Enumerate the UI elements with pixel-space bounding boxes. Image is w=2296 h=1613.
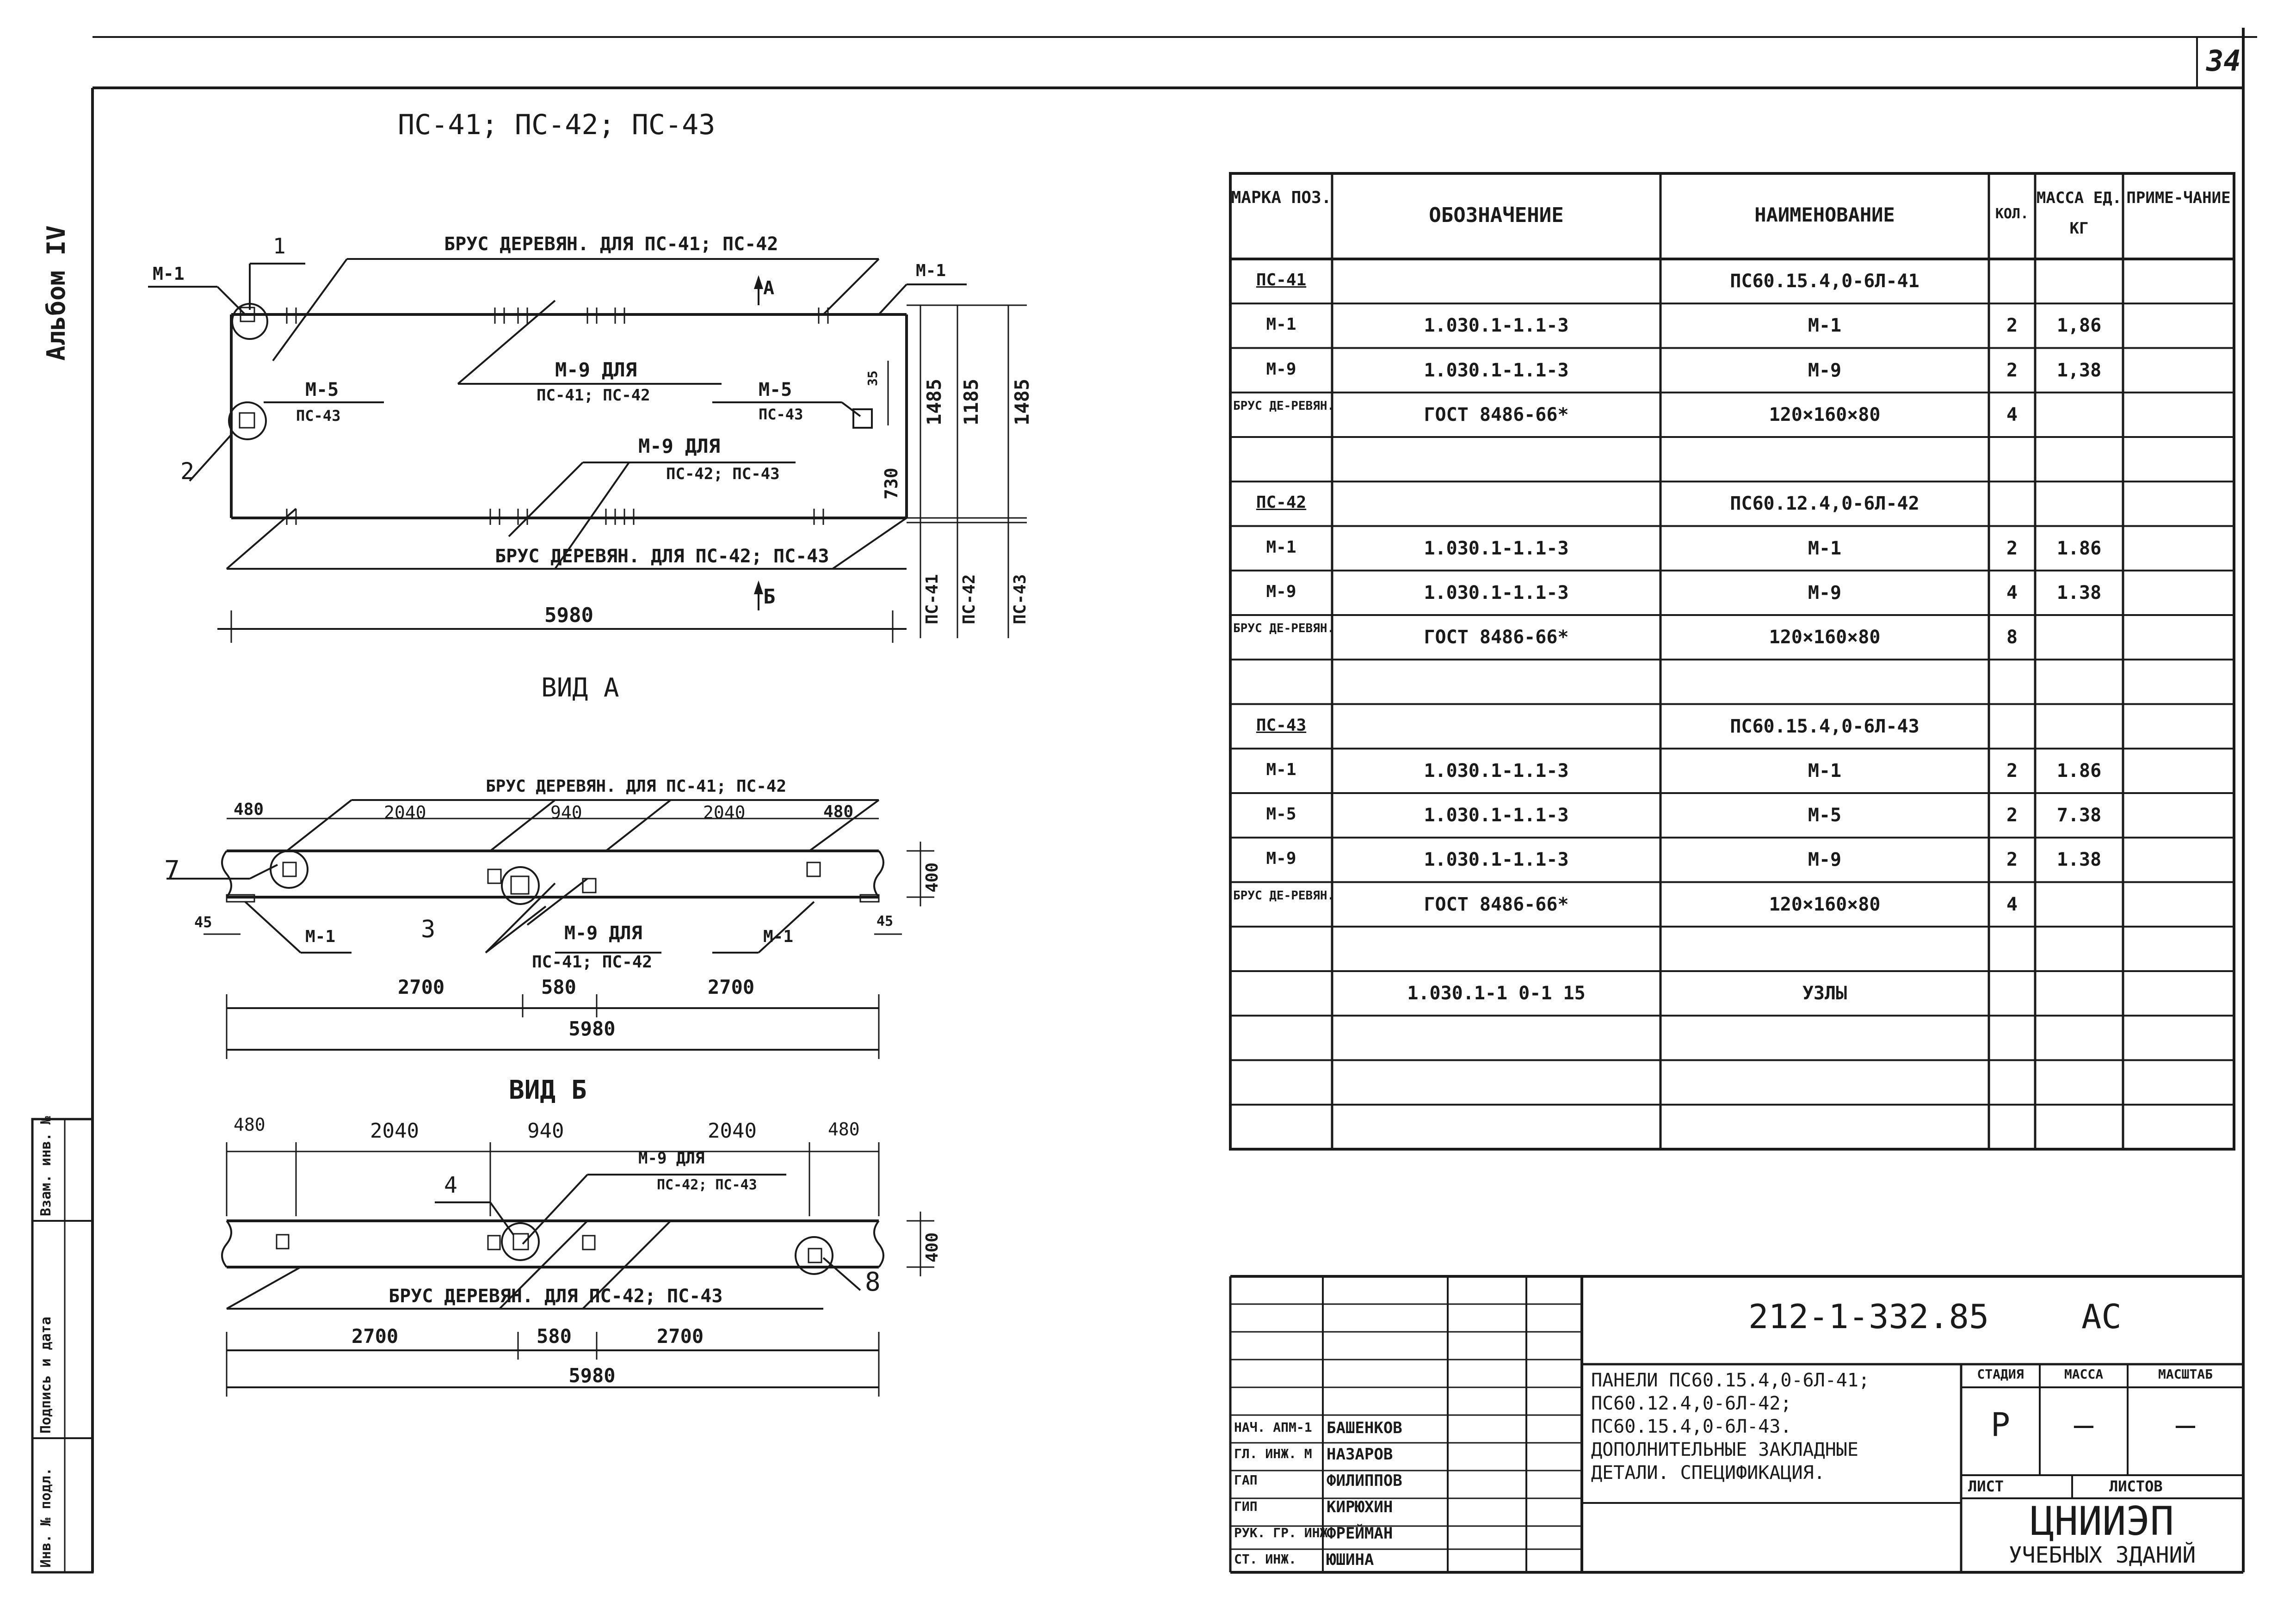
view-b-d2040b: 2040 <box>708 1119 757 1143</box>
cell-designation: ГОСТ 8486-66* <box>1424 627 1569 648</box>
cell-name: М-9 <box>1808 582 1842 603</box>
plan-dim-1185: 1185 <box>960 378 982 425</box>
cell-designation: 1.030.1-1.1-3 <box>1424 760 1569 782</box>
cell-mass: 1.86 <box>2056 537 2102 559</box>
cell-designation: 1.030.1-1.1-3 <box>1424 359 1569 381</box>
cell-qty: 4 <box>2006 893 2018 915</box>
view-a-d400: 400 <box>923 862 942 893</box>
view-a-d480a: 480 <box>234 800 264 819</box>
view-a-m9-sub: ПС-41; ПС-42 <box>532 953 653 972</box>
view-a-title: ВИД А <box>541 673 619 703</box>
cell-mass: 1,86 <box>2056 315 2102 337</box>
approval-role: ГИП <box>1234 1499 1258 1514</box>
desc-line-2: ПС60.12.4,0-6Л-42; <box>1591 1393 1792 1414</box>
cell-designation: 1.030.1-1.1-3 <box>1424 805 1569 826</box>
scale-value: – <box>2175 1406 2196 1444</box>
cell-name: М-1 <box>1808 315 1842 337</box>
cell-qty: 2 <box>2006 849 2018 871</box>
cell-designation: ГОСТ 8486-66* <box>1424 404 1569 425</box>
tag-ps41: ПС-41 <box>923 574 942 624</box>
tag-ps42: ПС-42 <box>960 574 979 624</box>
th-mass: МАССА ЕД. КГ <box>2036 189 2122 238</box>
plan-brus-top: БРУС ДЕРЕВЯН. ДЛЯ ПС-41; ПС-42 <box>444 234 778 255</box>
view-a-d2040a: 2040 <box>384 802 426 823</box>
cell-mass: 1.38 <box>2056 582 2102 603</box>
cell-mark: М-9 <box>1266 359 1296 379</box>
plan-dim-35: 35 <box>865 370 880 386</box>
view-a-d45b: 45 <box>876 913 894 930</box>
approval-name: ФИЛИППОВ <box>1327 1471 1402 1490</box>
view-b-d2040a: 2040 <box>370 1119 419 1143</box>
approval-name: ЮШИНА <box>1327 1551 1374 1569</box>
view-b-d580: 580 <box>537 1325 572 1348</box>
approval-name: НАЗАРОВ <box>1327 1445 1393 1464</box>
cell-mark: М-5 <box>1266 805 1296 824</box>
cell-designation: 1.030.1-1.1-3 <box>1424 537 1569 559</box>
cell-mark: ПС-42 <box>1256 493 1307 512</box>
view-b-d2700a: 2700 <box>352 1325 399 1348</box>
stage-header: СТАДИЯ <box>1977 1367 2024 1382</box>
desc-line-1: ПАНЕЛИ ПС60.15.4,0-6Л-41; <box>1591 1370 1870 1391</box>
cell-mark: М-9 <box>1266 849 1296 868</box>
approval-role: ГАП <box>1234 1472 1258 1488</box>
th-qty: КОЛ. <box>1995 206 2029 222</box>
approval-role: СТ. ИНЖ. <box>1234 1551 1296 1567</box>
cell-designation: 1.030.1-1 0-1 15 <box>1407 983 1586 1004</box>
th-name: НАИМЕНОВАНИЕ <box>1754 203 1895 226</box>
mass-value: – <box>2074 1406 2094 1444</box>
doc-code: 212-1-332.85 <box>1748 1297 1989 1336</box>
plan-m5-right: М-5 <box>759 379 792 400</box>
view-b-brus: БРУС ДЕРЕВЯН. ДЛЯ ПС-42; ПС-43 <box>389 1286 723 1307</box>
view-a-d580: 580 <box>541 976 576 998</box>
plan-m9-upper-sub: ПС-41; ПС-42 <box>537 386 650 405</box>
view-a-d2700a: 2700 <box>398 976 445 998</box>
stamp-inv-no: Инв. № подл. <box>38 1467 54 1568</box>
view-b-d5980: 5980 <box>568 1364 616 1387</box>
cell-qty: 8 <box>2006 627 2018 648</box>
cell-qty: 2 <box>2006 315 2018 337</box>
th-designation: ОБОЗНАЧЕНИЕ <box>1429 203 1564 227</box>
stamp-sign-date: Подпись и дата <box>38 1317 54 1434</box>
org-name: ЦНИИЭП <box>2030 1498 2174 1545</box>
plan-m1-left: М-1 <box>153 264 185 284</box>
cell-name: 120×160×80 <box>1769 627 1881 648</box>
plan-brus-bottom: БРУС ДЕРЕВЯН. ДЛЯ ПС-42; ПС-43 <box>495 546 829 567</box>
cell-mark: БРУС ДЕ-РЕВЯН. <box>1233 622 1335 635</box>
cell-name: ПС60.12.4,0-6Л-42 <box>1730 493 1920 515</box>
desc-line-5: ДЕТАЛИ. СПЕЦИФИКАЦИЯ. <box>1591 1462 1825 1484</box>
view-b-d480a: 480 <box>234 1114 265 1135</box>
sheets-label: ЛИСТОВ <box>2109 1478 2163 1495</box>
tag-ps43: ПС-43 <box>1011 574 1030 624</box>
plan-m5-left: М-5 <box>305 379 339 400</box>
cell-qty: 2 <box>2006 537 2018 559</box>
plan-dim-1485a: 1485 <box>923 378 945 425</box>
cell-name: 120×160×80 <box>1769 404 1881 425</box>
cell-name: М-5 <box>1808 805 1842 826</box>
arrow-a-label: А <box>763 277 775 299</box>
cell-name: ПС60.15.4,0-6Л-43 <box>1730 715 1920 737</box>
view-a-d2700b: 2700 <box>708 976 755 998</box>
approval-name: КИРЮХИН <box>1327 1498 1393 1516</box>
album-label: Альбом IV <box>42 225 71 361</box>
view-b-m9: М-9 ДЛЯ <box>638 1149 705 1168</box>
cell-name: УЗЛЫ <box>1802 983 1847 1004</box>
view-a-d940: 940 <box>550 802 582 823</box>
view-a-d5980: 5980 <box>568 1017 616 1040</box>
cell-qty: 2 <box>2006 805 2018 826</box>
cell-mark: М-1 <box>1266 760 1296 779</box>
cell-designation: 1.030.1-1.1-3 <box>1424 849 1569 871</box>
mass-header: МАССА <box>2064 1367 2104 1382</box>
cell-mark: БРУС ДЕ-РЕВЯН. <box>1233 888 1335 903</box>
cell-qty: 4 <box>2006 582 2018 603</box>
cell-mass: 1,38 <box>2056 359 2102 381</box>
arrow-b-label: Б <box>763 585 776 609</box>
cell-qty: 2 <box>2006 359 2018 381</box>
plan-m9-lower: М-9 ДЛЯ <box>638 435 721 457</box>
view-a-m9: М-9 ДЛЯ <box>564 923 642 944</box>
sheet-label: ЛИСТ <box>1968 1478 2004 1495</box>
stamp-replace-inv: Взам. инв. № <box>38 1116 54 1216</box>
cell-name: М-9 <box>1808 849 1842 871</box>
approval-name: БАШЕНКОВ <box>1327 1419 1402 1437</box>
view-b-d480b: 480 <box>828 1119 860 1139</box>
callout-2: 2 <box>180 458 195 485</box>
view-a-brus: БРУС ДЕРЕВЯН. ДЛЯ ПС-41; ПС-42 <box>486 777 787 796</box>
callout-1: 1 <box>273 234 286 259</box>
stage-value: Р <box>1990 1406 2011 1444</box>
cell-qty: 4 <box>2006 404 2018 425</box>
cell-name: М-1 <box>1808 537 1842 559</box>
cell-mark: М-1 <box>1266 537 1296 557</box>
plan-dim-length: 5980 <box>544 603 593 627</box>
doc-description <box>1591 1369 1957 1484</box>
th-note: ПРИМЕ-ЧАНИЕ <box>2126 189 2231 207</box>
approval-name: ФРЕЙМАН <box>1327 1524 1393 1543</box>
cell-name: М-1 <box>1808 760 1842 782</box>
view-a-d45a: 45 <box>194 913 212 931</box>
callout-3: 3 <box>421 916 436 943</box>
approval-role: НАЧ. АПМ-1 <box>1234 1420 1312 1435</box>
view-a-d2040b: 2040 <box>703 802 746 823</box>
callout-8: 8 <box>865 1267 881 1297</box>
scale-header: МАСШТАБ <box>2158 1367 2213 1382</box>
cell-mark: М-1 <box>1266 315 1296 334</box>
view-b-d2700b: 2700 <box>657 1325 704 1348</box>
plan-m5-right-sub: ПС-43 <box>759 406 803 423</box>
approval-role: РУК. ГР. ИНЖ <box>1234 1525 1328 1540</box>
doc-suffix: АС <box>2081 1297 2122 1336</box>
view-a-d480b: 480 <box>823 802 854 821</box>
cell-designation: 1.030.1-1.1-3 <box>1424 582 1569 603</box>
plan-m9-lower-sub: ПС-42; ПС-43 <box>666 465 780 483</box>
desc-line-4: ДОПОЛНИТЕЛЬНЫЕ ЗАКЛАДНЫЕ <box>1591 1439 1858 1460</box>
callout-4: 4 <box>444 1172 457 1198</box>
cell-mass: 1.86 <box>2056 760 2102 782</box>
view-b-d400: 400 <box>923 1232 942 1262</box>
cell-qty: 2 <box>2006 760 2018 782</box>
approval-role: ГЛ. ИНЖ. М <box>1234 1446 1312 1461</box>
sheet-number: 34 <box>2206 44 2241 78</box>
plan-m9-upper: М-9 ДЛЯ <box>555 358 637 381</box>
plan-m5-left-sub: ПС-43 <box>296 407 341 425</box>
cell-mark: ПС-43 <box>1256 715 1307 735</box>
cell-name: 120×160×80 <box>1769 893 1881 915</box>
plan-m1-right: М-1 <box>916 261 946 280</box>
cell-mark: ПС-41 <box>1256 271 1307 289</box>
cell-mark: М-9 <box>1266 582 1296 601</box>
view-a-m1-right: М-1 <box>763 927 794 946</box>
cell-mass: 1.38 <box>2056 849 2102 871</box>
cell-mark: БРУС ДЕ-РЕВЯН. <box>1233 399 1335 413</box>
org-sub: УЧЕБНЫХ ЗДАНИЙ <box>2008 1542 2196 1568</box>
th-mark: МАРКА ПОЗ. <box>1231 188 1332 207</box>
cell-designation: ГОСТ 8486-66* <box>1424 893 1569 915</box>
drawing-title: ПС-41; ПС-42; ПС-43 <box>398 109 716 141</box>
cell-designation: 1.030.1-1.1-3 <box>1424 315 1569 337</box>
view-b-m9-sub: ПС-42; ПС-43 <box>657 1177 757 1193</box>
plan-dim-730: 730 <box>881 468 901 499</box>
desc-line-3: ПС60.15.4,0-6Л-43. <box>1591 1416 1792 1437</box>
callout-7: 7 <box>164 856 180 886</box>
cell-name: М-9 <box>1808 359 1842 381</box>
view-a-m1-left: М-1 <box>305 927 336 946</box>
cell-name: ПС60.15.4,0-6Л-41 <box>1730 271 1920 292</box>
cell-mass: 7.38 <box>2056 805 2102 826</box>
view-b-title: ВИД Б <box>509 1075 587 1105</box>
plan-dim-1485b: 1485 <box>1011 378 1033 425</box>
view-b-d940: 940 <box>527 1119 564 1143</box>
